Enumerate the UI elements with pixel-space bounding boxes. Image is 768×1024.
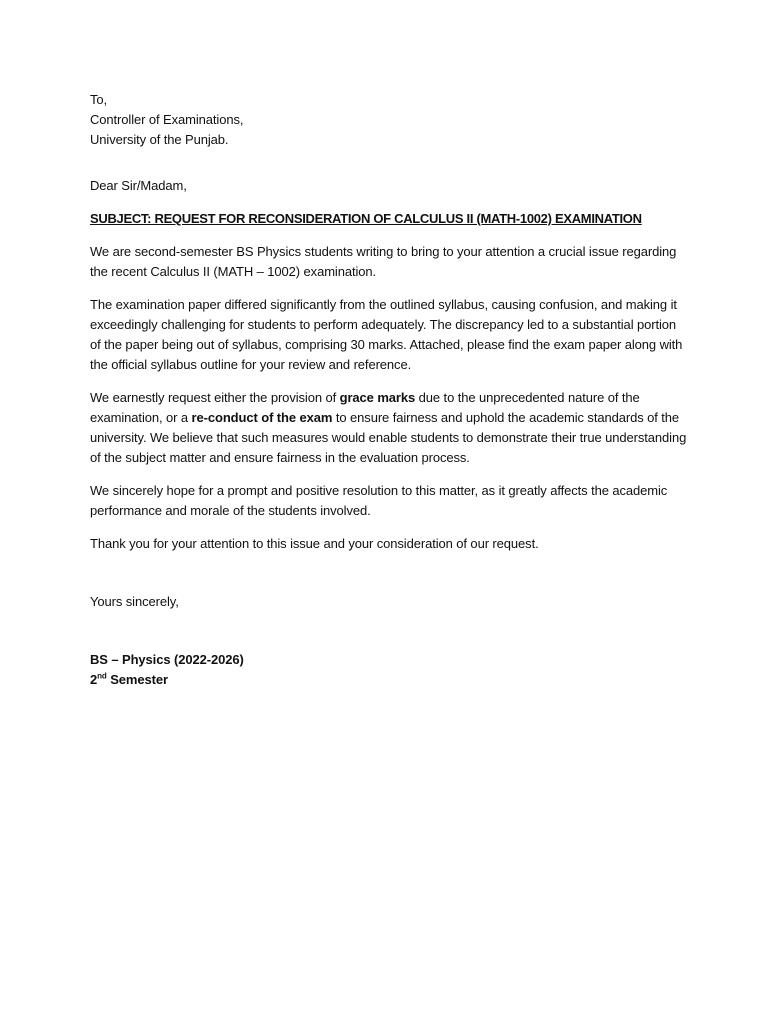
addressee-line-institution: University of the Punjab. — [90, 132, 229, 147]
paragraph-hope: We sincerely hope for a prompt and positive resolution to this matter, as it greatly affects the academic performance and morale of the students involved. — [90, 483, 668, 518]
grace-marks-emphasis: grace marks — [339, 390, 416, 405]
closing: Yours sincerely, — [90, 594, 179, 609]
reconduct-emphasis: re-conduct of the exam — [191, 410, 333, 425]
paragraph-request — [90, 388, 690, 468]
signature-block — [90, 650, 690, 690]
subject-line: SUBJECT: REQUEST FOR RECONSIDERATION OF CALCULUS II (MATH-1002) EXAMINATION — [90, 211, 642, 226]
salutation: Dear Sir/Madam, — [90, 178, 187, 193]
paragraph-issue: The examination paper differed significantly from the outlined syllabus, causing confusion, and making it exceedingly challenging for students to perform adequately. The discrepancy led to a substantial portion of the paper being out of syllabus, comprising 30 marks. Attached, please find the exam paper along with the official syllabus outline for your review and reference. — [90, 297, 683, 372]
request-text-2: due to the unprecedented nature of the examination, or a — [90, 390, 640, 425]
semester-number: 2 — [90, 672, 98, 687]
signature-semester — [90, 670, 690, 690]
addressee-line-to: To, — [90, 92, 108, 107]
semester-suffix: nd — [97, 671, 107, 681]
request-text-1: We earnestly request either the provision of — [90, 390, 340, 405]
signature-program: BS – Physics (2022-2026) — [90, 652, 244, 667]
paragraph-thanks: Thank you for your attention to this issue and your consideration of our request. — [90, 536, 539, 551]
paragraph-intro: We are second-semester BS Physics students writing to bring to your attention a crucial issue regarding the recent Calculus II (MATH – 1002) examination. — [90, 244, 677, 279]
addressee-line-title: Controller of Examinations, — [90, 112, 244, 127]
addressee-block — [90, 90, 690, 150]
letter-page — [90, 90, 690, 690]
request-text-3: to ensure fairness and uphold the academic standards of the university. We believe that such measures would enable students to demonstrate their true understanding of the subject matter and ensure fairness in the evaluation process. — [90, 410, 687, 465]
semester-word: Semester — [106, 672, 168, 687]
